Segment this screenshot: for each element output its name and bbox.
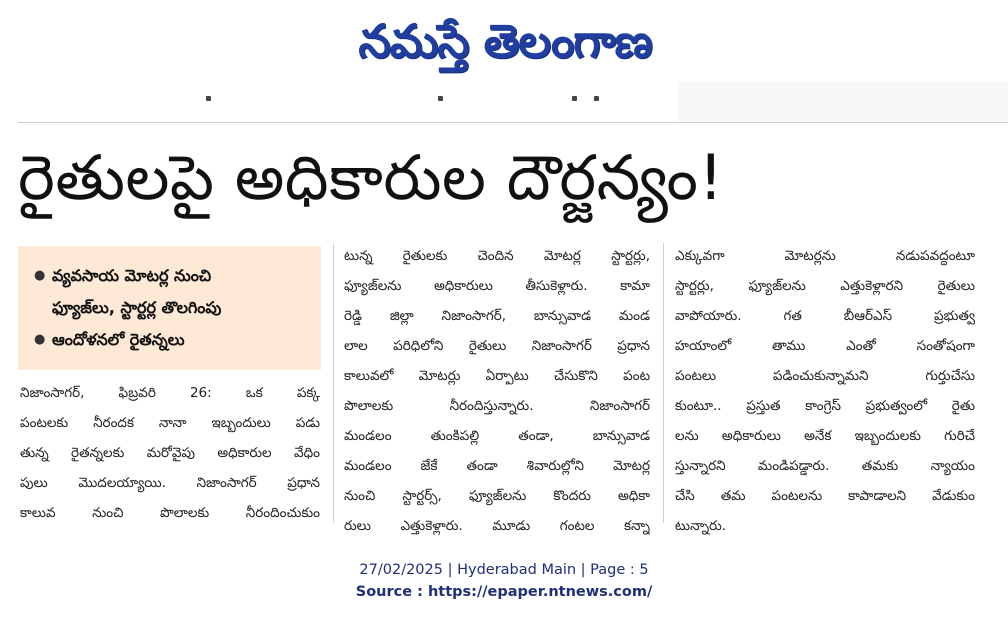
text-line: స్టార్టర్లు, ఫ్యూజ్‌లను ఎత్తుకెళ్లారని రైతులు (675, 278, 975, 294)
text-line: నుంచి స్టార్టర్స్, ఫ్యూజ్‌లను కొందరు అధికా (344, 488, 650, 504)
page-footer (0, 559, 1008, 603)
text-line: ఫ్యూజ్‌లను అధికారులు తీసుకెళ్లారు. కామా (344, 278, 650, 294)
text-line: కుంటూ.. ప్రస్తుత కాంగ్రెస్ ప్రభుత్వంలో రైతు (675, 398, 975, 414)
article-column-1 (20, 378, 320, 528)
text-line: తున్న రైతన్నలకు మరోవైపు అధికారుల వేధిం (20, 445, 320, 461)
text-line: కాలువ నుంచి పొలాలకు నీరందించుకుం (20, 505, 320, 521)
text-line: స్తున్నారని మండిపడ్డారు. తమకు న్యాయం (675, 458, 975, 474)
scan-strip-decoration (20, 96, 680, 104)
text-line: పొలాలకు నీరందిస్తున్నారు. నిజాంసాగర్ (344, 398, 650, 414)
article-headline: రైతులపై అధికారుల దౌర్జన్యం! (18, 141, 724, 214)
text-line: లాల పరిధిలోని రైతులు నిజాంసాగర్ ప్రధాన (344, 338, 650, 354)
text-line: ఎక్కువగా మోటర్లను నడుపవద్దంటూ (675, 248, 975, 264)
text-line: వాపోయారు. గత బీఆర్‌ఎస్ ప్రభుత్వ (675, 308, 975, 324)
text-line: పంటలకు నీరందక నానా ఇబ్బందులు పడు (20, 415, 320, 431)
highlight-text: వ్యవసాయ మోటర్ల నుంచి (52, 266, 212, 285)
text-line: హయాంలో తాము ఎంతో సంతోషంగా (675, 338, 975, 354)
highlight-text: ఆందోళనలో రైతన్నలు (52, 330, 185, 349)
text-line: కాలువలో మోటర్లు ఏర్పాటు చేసుకొని పంట (344, 368, 650, 384)
adjacent-clipping-fragment (678, 82, 1008, 122)
highlight-item (34, 292, 311, 324)
text-line: మండలం తుంకిపల్లి తండా, బాన్సువాడ (344, 428, 650, 444)
edition-info: 27/02/2025 | Hyderabad Main | Page : 5 (359, 562, 649, 578)
text-line: లను అధికారులు అనేక ఇబ్బందులకు గురిచే (675, 428, 975, 444)
newspaper-logo: నమస్తే తెలంగాణ (358, 14, 652, 68)
highlight-text: ఫ్యూజ్‌లు, స్టార్టర్ల తొలగింపు (52, 298, 222, 317)
highlight-item (34, 260, 311, 292)
bullet-icon: ● (34, 332, 46, 347)
masthead (0, 0, 1008, 78)
text-line: రులు ఎత్తుకెళ్లారు. మూడు గంటల కన్నా (344, 518, 650, 534)
text-line: టున్నారు. (675, 518, 727, 534)
header-divider (18, 122, 1008, 123)
article-column-2 (344, 241, 650, 541)
highlights-box (18, 246, 321, 370)
text-line: పంటలు పడించుకున్నామని గుర్తుచేసు (675, 368, 975, 384)
bullet-icon: ● (34, 268, 46, 283)
column-divider (663, 243, 664, 523)
highlight-item (34, 324, 311, 356)
text-line: రెడ్డి జిల్లా నిజాంసాగర్, బాన్సువాడ మండ (344, 308, 650, 324)
column-divider (333, 243, 334, 523)
text-line: నిజాంసాగర్, ఫిబ్రవరి 26: ఒక పక్క (20, 385, 320, 401)
text-line: మండలం జేకే తండా శివారుల్లోని మోటర్ల (344, 458, 650, 474)
article-column-3 (675, 241, 975, 541)
source-link[interactable]: Source : https://epaper.ntnews.com/ (355, 584, 653, 600)
text-line: చేసి తమ పంటలను కాపాడాలని వేడుకుం (675, 488, 975, 504)
text-line: టున్న రైతులకు చెందిన మోటర్ల స్టార్టర్లు, (344, 248, 650, 264)
text-line: పులు మొదలయ్యాయి. నిజాంసాగర్ ప్రధాన (20, 475, 320, 491)
